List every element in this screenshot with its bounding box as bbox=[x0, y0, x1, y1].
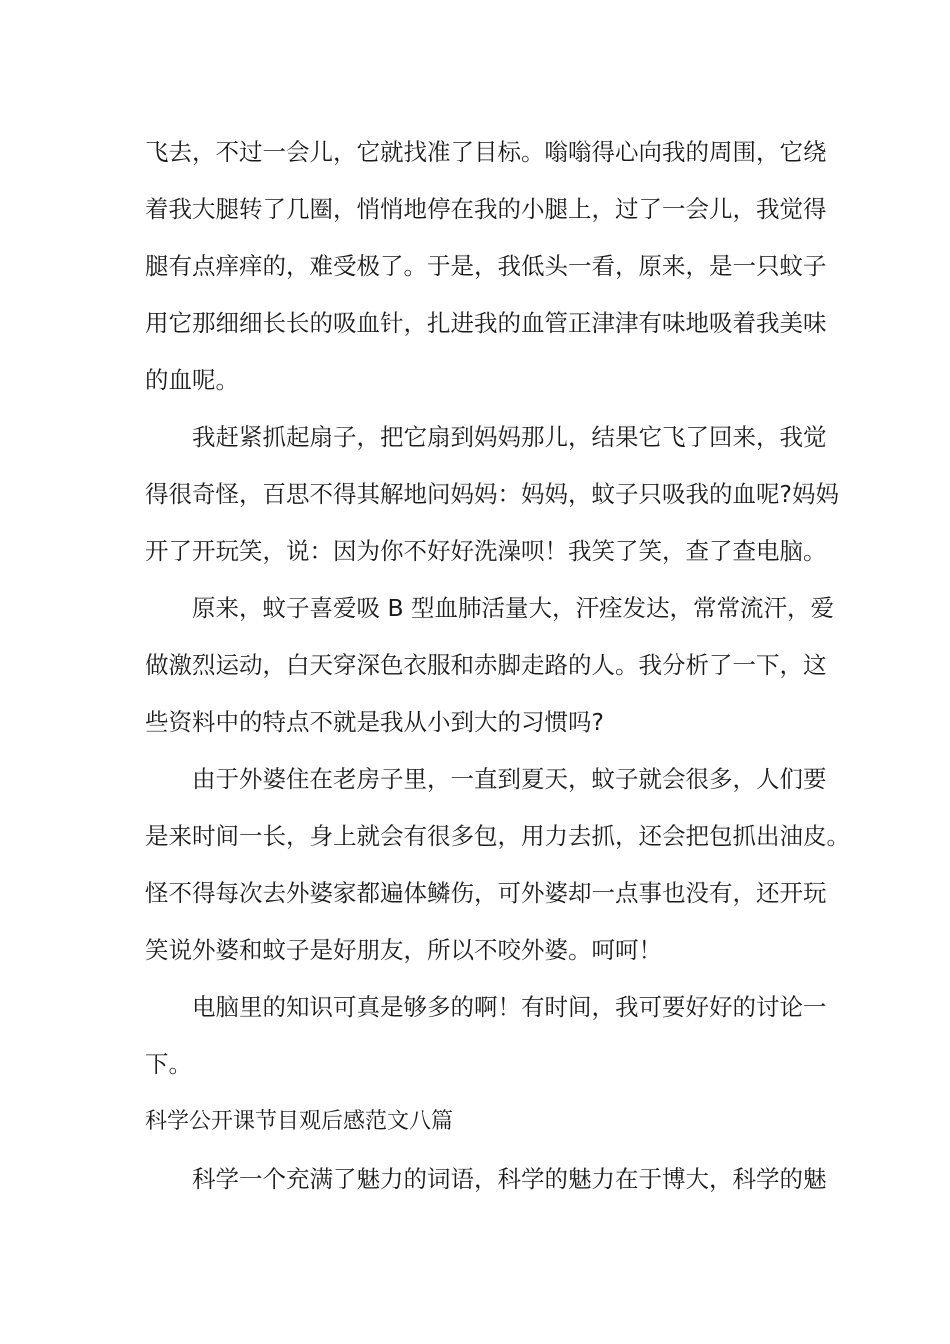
text-line: 是来时间一长，身上就会有很多包，用力去抓，还会把包抓出油皮。 bbox=[145, 822, 850, 850]
text-line: 开了开玩笑，说：因为你不好好洗澡呗！我笑了笑，查了查电脑。 bbox=[145, 537, 827, 565]
text-line: 飞去，不过一会儿，它就找准了目标。嗡嗡得心向我的周围，它绕 bbox=[145, 138, 827, 166]
text-line: 怪不得每次去外婆家都遍体鳞伤，可外婆却一点事也没有，还开玩 bbox=[145, 879, 827, 907]
text-line: 笑说外婆和蚊子是好朋友，所以不咬外婆。呵呵！ bbox=[145, 936, 662, 964]
text-line: 的血呢。 bbox=[145, 366, 239, 394]
text-line: 腿有点痒痒的，难受极了。于是，我低头一看，原来，是一只蚊子 bbox=[145, 252, 827, 280]
paragraph-start-line: 我赶紧抓起扇子，把它扇到妈妈那儿，结果它飞了回来，我觉 bbox=[192, 423, 827, 451]
paragraph-start-line: 由于外婆住在老房子里，一直到夏天，蚊子就会很多，人们要 bbox=[192, 765, 827, 793]
text-line: 得很奇怪，百思不得其解地问妈妈：妈妈，蚊子只吸我的血呢?妈妈 bbox=[145, 480, 839, 508]
text-line: 些资料中的特点不就是我从小到大的习惯吗? bbox=[145, 708, 604, 736]
text-line: 做激烈运动，白天穿深色衣服和赤脚走路的人。我分析了一下，这 bbox=[145, 651, 827, 679]
paragraph-start-line: 原来，蚊子喜爱吸 B 型血肺活量大，汗痊发达，常常流汗，爱 bbox=[192, 594, 835, 622]
section-heading: 科学公开课节目观后感范文八篇 bbox=[145, 1109, 454, 1134]
text-line: 下。 bbox=[145, 1050, 192, 1078]
paragraph-start-line: 电脑里的知识可真是够多的啊！有时间，我可要好好的讨论一 bbox=[192, 993, 827, 1021]
text-line: 着我大腿转了几圈，悄悄地停在我的小腿上，过了一会儿，我觉得 bbox=[145, 195, 827, 223]
text-line: 用它那细细长长的吸血针，扎进我的血管正津津有味地吸着我美味 bbox=[145, 309, 827, 337]
paragraph-start-line: 科学一个充满了魅力的词语，科学的魅力在于博大，科学的魅 bbox=[192, 1165, 827, 1193]
